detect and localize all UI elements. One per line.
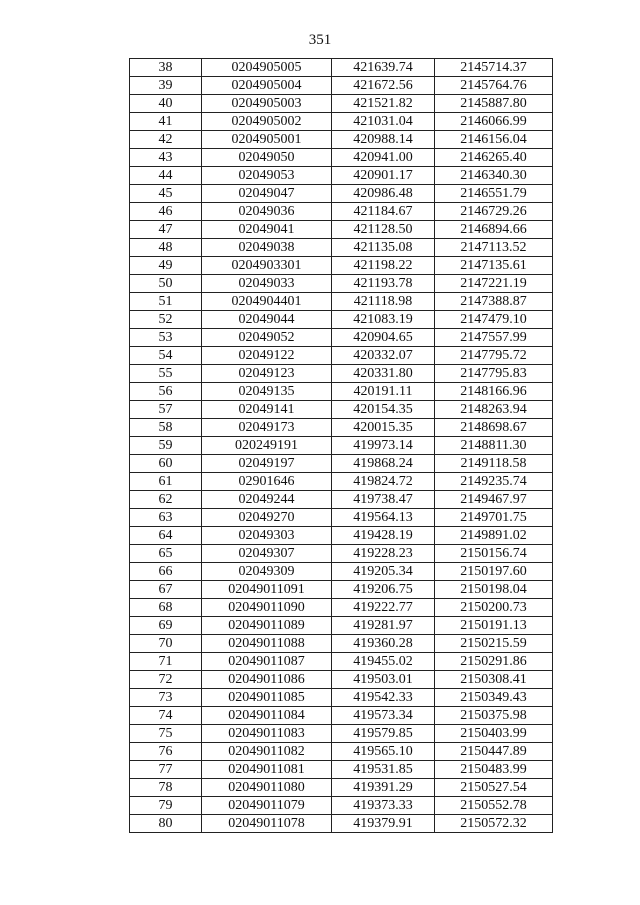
y-coordinate-cell: 2146265.40 xyxy=(435,149,553,167)
table-row xyxy=(130,221,553,239)
x-coordinate-cell: 419579.85 xyxy=(332,725,435,743)
point-code-cell: 0204903301 xyxy=(202,257,332,275)
table-row xyxy=(130,311,553,329)
point-number-cell: 49 xyxy=(130,257,202,275)
y-coordinate-cell: 2149235.74 xyxy=(435,473,553,491)
point-code-cell: 02049011090 xyxy=(202,599,332,617)
x-coordinate-cell: 419360.28 xyxy=(332,635,435,653)
x-coordinate-cell: 421639.74 xyxy=(332,59,435,77)
table-row xyxy=(130,635,553,653)
x-coordinate-cell: 421521.82 xyxy=(332,95,435,113)
point-number-cell: 67 xyxy=(130,581,202,599)
point-number-cell: 75 xyxy=(130,725,202,743)
point-code-cell: 02049011082 xyxy=(202,743,332,761)
table-row xyxy=(130,131,553,149)
x-coordinate-cell: 421118.98 xyxy=(332,293,435,311)
x-coordinate-cell: 420986.48 xyxy=(332,185,435,203)
point-number-cell: 78 xyxy=(130,779,202,797)
y-coordinate-cell: 2150447.89 xyxy=(435,743,553,761)
page-number: 351 xyxy=(308,32,332,48)
point-code-cell: 02049011089 xyxy=(202,617,332,635)
point-number-cell: 42 xyxy=(130,131,202,149)
y-coordinate-cell: 2150156.74 xyxy=(435,545,553,563)
x-coordinate-cell: 420904.65 xyxy=(332,329,435,347)
point-code-cell: 02049041 xyxy=(202,221,332,239)
x-coordinate-cell: 419868.24 xyxy=(332,455,435,473)
x-coordinate-cell: 419379.91 xyxy=(332,815,435,833)
point-number-cell: 71 xyxy=(130,653,202,671)
coordinates-table xyxy=(129,58,553,833)
y-coordinate-cell: 2146729.26 xyxy=(435,203,553,221)
y-coordinate-cell: 2147795.72 xyxy=(435,347,553,365)
point-code-cell: 02049053 xyxy=(202,167,332,185)
y-coordinate-cell: 2145764.76 xyxy=(435,77,553,95)
point-number-cell: 63 xyxy=(130,509,202,527)
point-number-cell: 45 xyxy=(130,185,202,203)
x-coordinate-cell: 420154.35 xyxy=(332,401,435,419)
point-code-cell: 02049244 xyxy=(202,491,332,509)
point-number-cell: 64 xyxy=(130,527,202,545)
point-number-cell: 74 xyxy=(130,707,202,725)
point-code-cell: 02049141 xyxy=(202,401,332,419)
x-coordinate-cell: 419281.97 xyxy=(332,617,435,635)
point-number-cell: 52 xyxy=(130,311,202,329)
y-coordinate-cell: 2147221.19 xyxy=(435,275,553,293)
y-coordinate-cell: 2147388.87 xyxy=(435,293,553,311)
point-number-cell: 79 xyxy=(130,797,202,815)
point-number-cell: 50 xyxy=(130,275,202,293)
x-coordinate-cell: 419455.02 xyxy=(332,653,435,671)
y-coordinate-cell: 2146894.66 xyxy=(435,221,553,239)
point-number-cell: 48 xyxy=(130,239,202,257)
point-number-cell: 54 xyxy=(130,347,202,365)
y-coordinate-cell: 2149701.75 xyxy=(435,509,553,527)
table-row xyxy=(130,509,553,527)
point-number-cell: 80 xyxy=(130,815,202,833)
point-number-cell: 70 xyxy=(130,635,202,653)
table-row xyxy=(130,239,553,257)
point-code-cell: 020249191 xyxy=(202,437,332,455)
point-number-cell: 56 xyxy=(130,383,202,401)
table-row xyxy=(130,581,553,599)
x-coordinate-cell: 419565.10 xyxy=(332,743,435,761)
x-coordinate-cell: 419222.77 xyxy=(332,599,435,617)
point-code-cell: 02049011088 xyxy=(202,635,332,653)
table-row xyxy=(130,743,553,761)
point-number-cell: 44 xyxy=(130,167,202,185)
point-number-cell: 66 xyxy=(130,563,202,581)
table-row xyxy=(130,797,553,815)
table-row xyxy=(130,293,553,311)
y-coordinate-cell: 2150200.73 xyxy=(435,599,553,617)
table-row xyxy=(130,383,553,401)
y-coordinate-cell: 2146066.99 xyxy=(435,113,553,131)
point-code-cell: 02049036 xyxy=(202,203,332,221)
point-code-cell: 02049050 xyxy=(202,149,332,167)
point-code-cell: 02049307 xyxy=(202,545,332,563)
y-coordinate-cell: 2150197.60 xyxy=(435,563,553,581)
point-number-cell: 73 xyxy=(130,689,202,707)
y-coordinate-cell: 2150403.99 xyxy=(435,725,553,743)
point-code-cell: 02049011091 xyxy=(202,581,332,599)
point-number-cell: 65 xyxy=(130,545,202,563)
table-row xyxy=(130,563,553,581)
point-number-cell: 62 xyxy=(130,491,202,509)
y-coordinate-cell: 2150527.54 xyxy=(435,779,553,797)
point-code-cell: 02049122 xyxy=(202,347,332,365)
y-coordinate-cell: 2146551.79 xyxy=(435,185,553,203)
table-row xyxy=(130,599,553,617)
table-row xyxy=(130,455,553,473)
x-coordinate-cell: 420988.14 xyxy=(332,131,435,149)
table-row xyxy=(130,329,553,347)
point-number-cell: 72 xyxy=(130,671,202,689)
point-code-cell: 02049011084 xyxy=(202,707,332,725)
point-code-cell: 02049044 xyxy=(202,311,332,329)
point-number-cell: 60 xyxy=(130,455,202,473)
x-coordinate-cell: 420941.00 xyxy=(332,149,435,167)
y-coordinate-cell: 2150291.86 xyxy=(435,653,553,671)
y-coordinate-cell: 2147479.10 xyxy=(435,311,553,329)
point-number-cell: 39 xyxy=(130,77,202,95)
point-number-cell: 59 xyxy=(130,437,202,455)
y-coordinate-cell: 2147795.83 xyxy=(435,365,553,383)
table-row xyxy=(130,815,553,833)
x-coordinate-cell: 419503.01 xyxy=(332,671,435,689)
table-row xyxy=(130,149,553,167)
point-code-cell: 02049011080 xyxy=(202,779,332,797)
x-coordinate-cell: 419531.85 xyxy=(332,761,435,779)
y-coordinate-cell: 2150349.43 xyxy=(435,689,553,707)
table-row xyxy=(130,527,553,545)
table-row xyxy=(130,257,553,275)
table-row xyxy=(130,401,553,419)
y-coordinate-cell: 2149891.02 xyxy=(435,527,553,545)
y-coordinate-cell: 2147557.99 xyxy=(435,329,553,347)
point-code-cell: 02049135 xyxy=(202,383,332,401)
y-coordinate-cell: 2147135.61 xyxy=(435,257,553,275)
point-number-cell: 40 xyxy=(130,95,202,113)
point-number-cell: 38 xyxy=(130,59,202,77)
point-code-cell: 02049052 xyxy=(202,329,332,347)
point-code-cell: 0204905001 xyxy=(202,131,332,149)
x-coordinate-cell: 421193.78 xyxy=(332,275,435,293)
point-code-cell: 02049011078 xyxy=(202,815,332,833)
point-number-cell: 68 xyxy=(130,599,202,617)
y-coordinate-cell: 2150215.59 xyxy=(435,635,553,653)
coordinates-table-body xyxy=(130,59,553,833)
table-row xyxy=(130,167,553,185)
y-coordinate-cell: 2145714.37 xyxy=(435,59,553,77)
point-number-cell: 76 xyxy=(130,743,202,761)
point-code-cell: 02049011081 xyxy=(202,761,332,779)
point-code-cell: 02049011085 xyxy=(202,689,332,707)
x-coordinate-cell: 420015.35 xyxy=(332,419,435,437)
y-coordinate-cell: 2149467.97 xyxy=(435,491,553,509)
y-coordinate-cell: 2146340.30 xyxy=(435,167,553,185)
table-row xyxy=(130,617,553,635)
table-row xyxy=(130,275,553,293)
table-row xyxy=(130,185,553,203)
point-code-cell: 02049303 xyxy=(202,527,332,545)
x-coordinate-cell: 421031.04 xyxy=(332,113,435,131)
point-code-cell: 02049197 xyxy=(202,455,332,473)
y-coordinate-cell: 2145887.80 xyxy=(435,95,553,113)
x-coordinate-cell: 421672.56 xyxy=(332,77,435,95)
x-coordinate-cell: 419428.19 xyxy=(332,527,435,545)
table-row xyxy=(130,347,553,365)
x-coordinate-cell: 419205.34 xyxy=(332,563,435,581)
table-row xyxy=(130,707,553,725)
y-coordinate-cell: 2149118.58 xyxy=(435,455,553,473)
y-coordinate-cell: 2148166.96 xyxy=(435,383,553,401)
x-coordinate-cell: 419564.13 xyxy=(332,509,435,527)
y-coordinate-cell: 2150375.98 xyxy=(435,707,553,725)
point-code-cell: 0204904401 xyxy=(202,293,332,311)
x-coordinate-cell: 421184.67 xyxy=(332,203,435,221)
point-number-cell: 61 xyxy=(130,473,202,491)
x-coordinate-cell: 419573.34 xyxy=(332,707,435,725)
point-number-cell: 58 xyxy=(130,419,202,437)
table-row xyxy=(130,545,553,563)
table-row xyxy=(130,203,553,221)
point-number-cell: 55 xyxy=(130,365,202,383)
point-number-cell: 43 xyxy=(130,149,202,167)
point-number-cell: 69 xyxy=(130,617,202,635)
table-row xyxy=(130,59,553,77)
y-coordinate-cell: 2148811.30 xyxy=(435,437,553,455)
table-row xyxy=(130,437,553,455)
x-coordinate-cell: 420331.80 xyxy=(332,365,435,383)
table-row xyxy=(130,77,553,95)
x-coordinate-cell: 421128.50 xyxy=(332,221,435,239)
point-code-cell: 02049033 xyxy=(202,275,332,293)
point-code-cell: 02049011086 xyxy=(202,671,332,689)
y-coordinate-cell: 2150572.32 xyxy=(435,815,553,833)
table-row xyxy=(130,725,553,743)
x-coordinate-cell: 419206.75 xyxy=(332,581,435,599)
point-code-cell: 02049270 xyxy=(202,509,332,527)
y-coordinate-cell: 2150191.13 xyxy=(435,617,553,635)
table-row xyxy=(130,653,553,671)
point-code-cell: 0204905004 xyxy=(202,77,332,95)
table-row xyxy=(130,473,553,491)
point-code-cell: 0204905005 xyxy=(202,59,332,77)
y-coordinate-cell: 2150198.04 xyxy=(435,581,553,599)
point-code-cell: 02049047 xyxy=(202,185,332,203)
point-code-cell: 02049173 xyxy=(202,419,332,437)
x-coordinate-cell: 419973.14 xyxy=(332,437,435,455)
point-number-cell: 77 xyxy=(130,761,202,779)
point-code-cell: 0204905003 xyxy=(202,95,332,113)
x-coordinate-cell: 421198.22 xyxy=(332,257,435,275)
x-coordinate-cell: 419228.23 xyxy=(332,545,435,563)
x-coordinate-cell: 421135.08 xyxy=(332,239,435,257)
point-code-cell: 02901646 xyxy=(202,473,332,491)
point-code-cell: 02049038 xyxy=(202,239,332,257)
point-code-cell: 02049011083 xyxy=(202,725,332,743)
table-row xyxy=(130,671,553,689)
point-number-cell: 53 xyxy=(130,329,202,347)
x-coordinate-cell: 420901.17 xyxy=(332,167,435,185)
point-number-cell: 57 xyxy=(130,401,202,419)
point-number-cell: 47 xyxy=(130,221,202,239)
table-row xyxy=(130,761,553,779)
point-code-cell: 02049011087 xyxy=(202,653,332,671)
x-coordinate-cell: 420332.07 xyxy=(332,347,435,365)
y-coordinate-cell: 2147113.52 xyxy=(435,239,553,257)
y-coordinate-cell: 2146156.04 xyxy=(435,131,553,149)
x-coordinate-cell: 419738.47 xyxy=(332,491,435,509)
table-row xyxy=(130,779,553,797)
y-coordinate-cell: 2150552.78 xyxy=(435,797,553,815)
x-coordinate-cell: 419542.33 xyxy=(332,689,435,707)
point-code-cell: 02049011079 xyxy=(202,797,332,815)
table-row xyxy=(130,113,553,131)
table-row xyxy=(130,365,553,383)
y-coordinate-cell: 2148698.67 xyxy=(435,419,553,437)
point-number-cell: 41 xyxy=(130,113,202,131)
point-code-cell: 02049123 xyxy=(202,365,332,383)
point-code-cell: 02049309 xyxy=(202,563,332,581)
table-row xyxy=(130,95,553,113)
x-coordinate-cell: 419373.33 xyxy=(332,797,435,815)
y-coordinate-cell: 2150483.99 xyxy=(435,761,553,779)
x-coordinate-cell: 419391.29 xyxy=(332,779,435,797)
x-coordinate-cell: 420191.11 xyxy=(332,383,435,401)
point-number-cell: 51 xyxy=(130,293,202,311)
table-row xyxy=(130,689,553,707)
table-row xyxy=(130,419,553,437)
point-number-cell: 46 xyxy=(130,203,202,221)
x-coordinate-cell: 419824.72 xyxy=(332,473,435,491)
y-coordinate-cell: 2150308.41 xyxy=(435,671,553,689)
point-code-cell: 0204905002 xyxy=(202,113,332,131)
x-coordinate-cell: 421083.19 xyxy=(332,311,435,329)
table-row xyxy=(130,491,553,509)
y-coordinate-cell: 2148263.94 xyxy=(435,401,553,419)
